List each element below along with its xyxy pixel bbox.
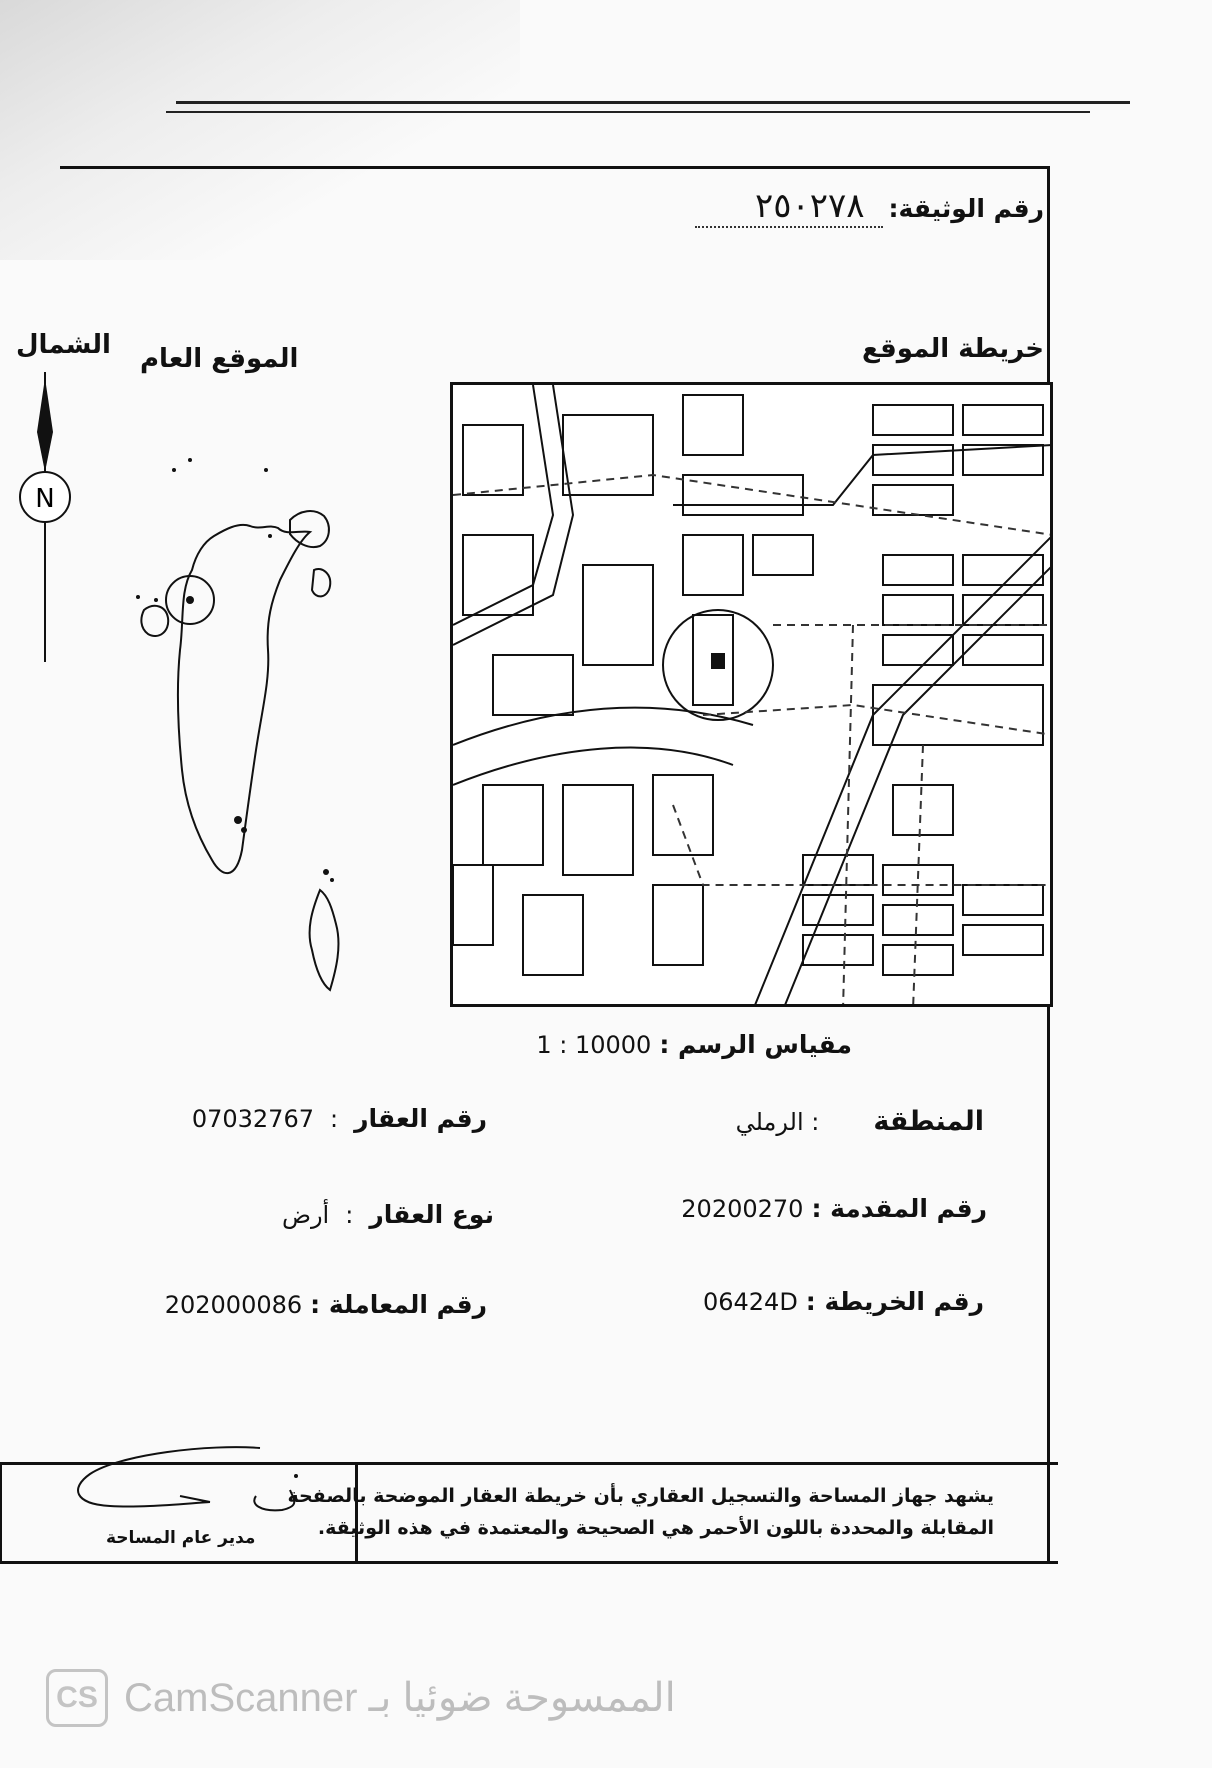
general-location-title: الموقع العام <box>140 344 299 374</box>
property-number-value: 07032767 <box>191 1105 314 1133</box>
certification-line-1: يشهد جهاز المساحة والتسجيل العقاري بأن خريطة العقار الموضحة بالصفحة <box>287 1485 994 1507</box>
scale <box>536 1030 852 1059</box>
watermark-text: CamScanner الممسوحة ضوئيا بـ <box>124 1676 676 1720</box>
doc-number <box>695 186 1044 228</box>
field-property-number <box>192 1104 487 1133</box>
field-area <box>736 1106 984 1137</box>
road-curve <box>453 708 753 745</box>
transaction-number-value: 202000086 <box>164 1291 303 1319</box>
north-symbol: N <box>35 484 55 514</box>
area-separator: : <box>811 1108 820 1136</box>
muharraq-outline <box>290 511 329 547</box>
dashed-path-3 <box>703 705 1053 735</box>
application-number-value: 20200270 <box>681 1195 804 1223</box>
sitra-outline <box>312 569 330 596</box>
property-number-label: رقم العقار <box>354 1104 487 1133</box>
area-value-wrap <box>736 1108 820 1136</box>
scale-label: مقياس الرسم : <box>659 1030 852 1059</box>
field-application-number <box>681 1194 987 1223</box>
camscanner-watermark <box>46 1668 676 1728</box>
property-type-separator: : <box>345 1201 354 1229</box>
field-property-type <box>282 1200 494 1229</box>
page-top-rule-thin <box>166 111 1090 113</box>
map-number-value: 06424D <box>702 1288 798 1316</box>
property-number-separator: : <box>329 1105 339 1133</box>
north-arrow-icon <box>10 372 80 662</box>
site-map <box>450 382 1053 1007</box>
doc-number-label: رقم الوثيقة: <box>888 194 1044 223</box>
signatory-title: مدير عام المساحة <box>106 1528 256 1548</box>
page-top-rule <box>176 101 1130 104</box>
scale-value: 1 : 10000 <box>536 1031 652 1059</box>
signature-icon <box>60 1444 320 1534</box>
subject-parcel <box>711 653 725 669</box>
certification-text <box>287 1480 994 1544</box>
footer-bottom-border <box>0 1561 1058 1564</box>
road-diagonal <box>753 535 1053 1007</box>
area-value: الرملي <box>735 1108 804 1136</box>
field-transaction-number <box>165 1290 487 1319</box>
road-north <box>453 385 553 625</box>
application-number-label: رقم المقدمة : <box>811 1194 987 1223</box>
site-map-title: خريطة الموقع <box>861 334 1044 364</box>
field-map-number <box>703 1287 984 1316</box>
umm-nasan-outline <box>141 606 168 636</box>
footer-left-border <box>0 1462 2 1564</box>
north-label: الشمال <box>16 330 111 360</box>
doc-number-value: ٢٥٠٢٧٨ <box>695 186 883 228</box>
hawar-islands-outline <box>310 890 339 990</box>
location-dot-icon <box>186 596 194 604</box>
dashed-path-4 <box>843 625 853 1007</box>
transaction-number-label: رقم المعاملة : <box>310 1290 487 1319</box>
general-location-map <box>100 450 420 1010</box>
certification-footer <box>0 1462 1058 1567</box>
camscanner-logo-icon: CS <box>46 1669 108 1727</box>
property-type-value: أرض <box>281 1201 330 1229</box>
map-number-label: رقم الخريطة : <box>805 1287 984 1316</box>
certification-line-2: المقابلة والمحددة باللون الأحمر هي الصحيحة والمعتمدة في هذه الوثيقة. <box>317 1517 994 1539</box>
road-curve-2 <box>453 748 733 785</box>
property-type-label: نوع العقار <box>369 1200 494 1229</box>
area-label: المنطقة <box>873 1106 984 1137</box>
site-map-drawing <box>453 385 1053 1007</box>
dashed-path-6 <box>673 805 1053 885</box>
